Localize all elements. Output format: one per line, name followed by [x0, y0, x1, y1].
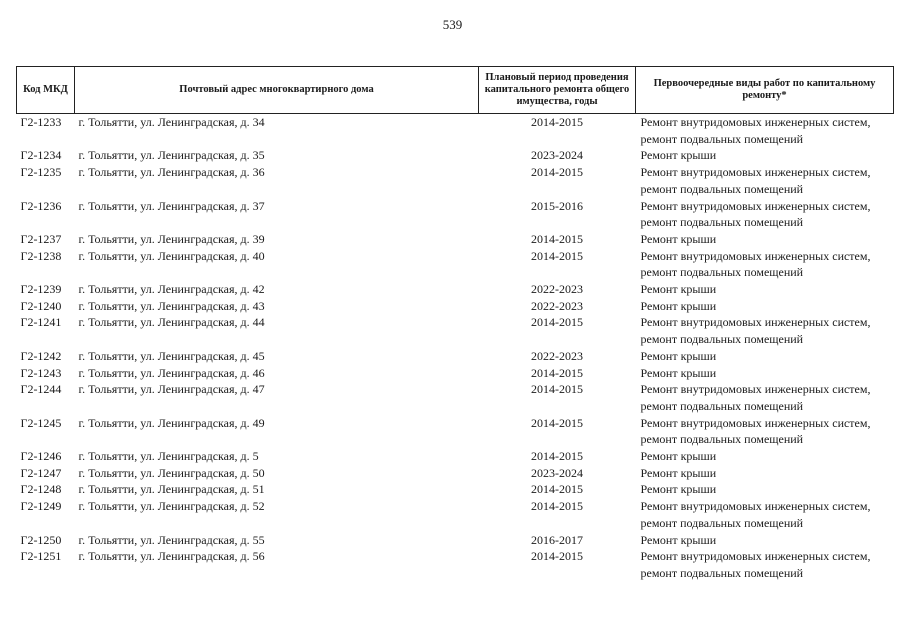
row-address: г. Тольятти, ул. Ленинградская, д. 49 — [78, 415, 265, 430]
table-row — [17, 532, 894, 549]
row-address: г. Тольятти, ул. Ленинградская, д. 40 — [78, 248, 265, 263]
header-code: Код МКД — [17, 67, 75, 114]
row-works — [636, 548, 894, 581]
capital-repair-table — [16, 66, 894, 582]
row-code: Г2-1249 — [20, 499, 62, 514]
row-address: г. Тольятти, ул. Ленинградская, д. 36 — [78, 165, 265, 180]
work-item: ремонт подвальных помещений — [640, 432, 804, 447]
row-code: Г2-1236 — [20, 198, 62, 213]
work-item: Ремонт внутридомовых инженерных систем, — [640, 415, 871, 430]
work-item: ремонт подвальных помещений — [640, 515, 804, 530]
row-code: Г2-1243 — [20, 365, 62, 380]
row-code: Г2-1239 — [20, 282, 62, 297]
row-works — [636, 532, 894, 549]
row-period: 2014-2015 — [531, 449, 583, 464]
row-works — [636, 314, 894, 347]
row-period: 2015-2016 — [531, 198, 583, 213]
table-row — [17, 548, 894, 581]
table-row — [17, 498, 894, 531]
table-row — [17, 448, 894, 465]
table-row — [17, 231, 894, 248]
row-period: 2014-2015 — [531, 549, 583, 564]
row-period: 2014-2015 — [531, 499, 583, 514]
row-address: г. Тольятти, ул. Ленинградская, д. 39 — [78, 231, 265, 246]
work-item: Ремонт крыши — [640, 231, 717, 246]
work-item: Ремонт крыши — [640, 365, 717, 380]
row-works — [636, 147, 894, 164]
work-item: ремонт подвальных помещений — [640, 332, 804, 347]
header-address: Почтовый адрес многоквартирного дома — [75, 67, 479, 114]
row-period: 2014-2015 — [531, 231, 583, 246]
row-address: г. Тольятти, ул. Ленинградская, д. 44 — [78, 315, 265, 330]
row-code: Г2-1248 — [20, 482, 62, 497]
table-row — [17, 164, 894, 197]
row-code: Г2-1246 — [20, 449, 62, 464]
row-works — [636, 415, 894, 448]
row-address: г. Тольятти, ул. Ленинградская, д. 45 — [78, 348, 265, 363]
row-code: Г2-1244 — [20, 382, 62, 397]
work-item: Ремонт крыши — [640, 449, 717, 464]
row-code: Г2-1235 — [20, 165, 62, 180]
work-item: ремонт подвальных помещений — [640, 181, 804, 196]
row-period: 2014-2015 — [531, 248, 583, 263]
row-address: г. Тольятти, ул. Ленинградская, д. 42 — [78, 282, 265, 297]
work-item: ремонт подвальных помещений — [640, 265, 804, 280]
row-address: г. Тольятти, ул. Ленинградская, д. 34 — [78, 115, 265, 129]
row-code: Г2-1242 — [20, 348, 62, 363]
table-row — [17, 365, 894, 382]
row-period: 2022-2023 — [531, 298, 583, 313]
table-body — [17, 114, 894, 582]
work-item: Ремонт внутридомовых инженерных систем, — [640, 165, 871, 180]
row-code: Г2-1241 — [20, 315, 62, 330]
table-row — [17, 348, 894, 365]
table-header — [17, 67, 894, 114]
table-row — [17, 248, 894, 281]
row-works — [636, 248, 894, 281]
work-item: Ремонт внутридомовых инженерных систем, — [640, 499, 871, 514]
work-item: Ремонт внутридомовых инженерных систем, — [640, 198, 871, 213]
row-code: Г2-1250 — [20, 532, 62, 547]
work-item: ремонт подвальных помещений — [640, 215, 804, 230]
work-item: Ремонт крыши — [640, 282, 717, 297]
header-works: Первоочередные виды работ по капитальному ремонту* — [636, 67, 894, 114]
row-address: г. Тольятти, ул. Ленинградская, д. 52 — [78, 499, 265, 514]
row-address: г. Тольятти, ул. Ленинградская, д. 5 — [78, 449, 259, 464]
row-period: 2022-2023 — [531, 282, 583, 297]
work-item: Ремонт внутридомовых инженерных систем, — [640, 115, 871, 129]
row-works — [636, 348, 894, 365]
row-works — [636, 465, 894, 482]
row-works — [636, 448, 894, 465]
row-address: г. Тольятти, ул. Ленинградская, д. 47 — [78, 382, 265, 397]
row-works — [636, 365, 894, 382]
row-address: г. Тольятти, ул. Ленинградская, д. 37 — [78, 198, 265, 213]
table-row — [17, 298, 894, 315]
work-item: ремонт подвальных помещений — [640, 131, 804, 146]
row-period: 2016-2017 — [531, 532, 583, 547]
work-item: Ремонт крыши — [640, 482, 717, 497]
row-period: 2014-2015 — [531, 415, 583, 430]
work-item: ремонт подвальных помещений — [640, 565, 804, 580]
row-period: 2014-2015 — [531, 315, 583, 330]
table-row — [17, 415, 894, 448]
table-row — [17, 281, 894, 298]
row-period: 2014-2015 — [531, 365, 583, 380]
row-works — [636, 298, 894, 315]
table-row — [17, 481, 894, 498]
work-item: Ремонт крыши — [640, 465, 717, 480]
row-works — [636, 381, 894, 414]
row-address: г. Тольятти, ул. Ленинградская, д. 50 — [78, 465, 265, 480]
work-item: Ремонт внутридомовых инженерных систем, — [640, 248, 871, 263]
work-item: Ремонт внутридомовых инженерных систем, — [640, 382, 871, 397]
row-period: 2023-2024 — [531, 148, 583, 163]
work-item: ремонт подвальных помещений — [640, 398, 804, 413]
work-item: Ремонт крыши — [640, 532, 717, 547]
row-code: Г2-1234 — [20, 148, 62, 163]
table-row — [17, 381, 894, 414]
table-row — [17, 198, 894, 231]
row-code: Г2-1233 — [20, 115, 62, 129]
row-code: Г2-1240 — [20, 298, 62, 313]
row-period: 2022-2023 — [531, 348, 583, 363]
table-row — [17, 314, 894, 347]
work-item: Ремонт крыши — [640, 298, 717, 313]
row-code: Г2-1245 — [20, 415, 62, 430]
row-period: 2023-2024 — [531, 465, 583, 480]
row-code: Г2-1247 — [20, 465, 62, 480]
row-works — [636, 114, 894, 148]
row-works — [636, 231, 894, 248]
work-item: Ремонт внутридомовых инженерных систем, — [640, 549, 871, 564]
row-address: г. Тольятти, ул. Ленинградская, д. 46 — [78, 365, 265, 380]
row-period: 2014-2015 — [531, 115, 583, 129]
row-address: г. Тольятти, ул. Ленинградская, д. 55 — [78, 532, 265, 547]
row-code: Г2-1251 — [20, 549, 62, 564]
table-row — [17, 114, 894, 148]
work-item: Ремонт внутридомовых инженерных систем, — [640, 315, 871, 330]
row-address: г. Тольятти, ул. Ленинградская, д. 35 — [78, 148, 265, 163]
row-code: Г2-1237 — [20, 231, 62, 246]
row-period: 2014-2015 — [531, 165, 583, 180]
row-works — [636, 481, 894, 498]
table-row — [17, 147, 894, 164]
row-period: 2014-2015 — [531, 382, 583, 397]
row-works — [636, 498, 894, 531]
work-item: Ремонт крыши — [640, 148, 717, 163]
table-row — [17, 465, 894, 482]
row-code: Г2-1238 — [20, 248, 62, 263]
work-item: Ремонт крыши — [640, 348, 717, 363]
page-number: 539 — [442, 17, 463, 32]
row-address: г. Тольятти, ул. Ленинградская, д. 56 — [78, 549, 265, 564]
row-address: г. Тольятти, ул. Ленинградская, д. 51 — [78, 482, 265, 497]
header-period: Плановый период проведения капитального ремонта общего имущества, годы — [479, 67, 636, 114]
row-works — [636, 281, 894, 298]
row-works — [636, 198, 894, 231]
row-period: 2014-2015 — [531, 482, 583, 497]
row-address: г. Тольятти, ул. Ленинградская, д. 43 — [78, 298, 265, 313]
row-works — [636, 164, 894, 197]
